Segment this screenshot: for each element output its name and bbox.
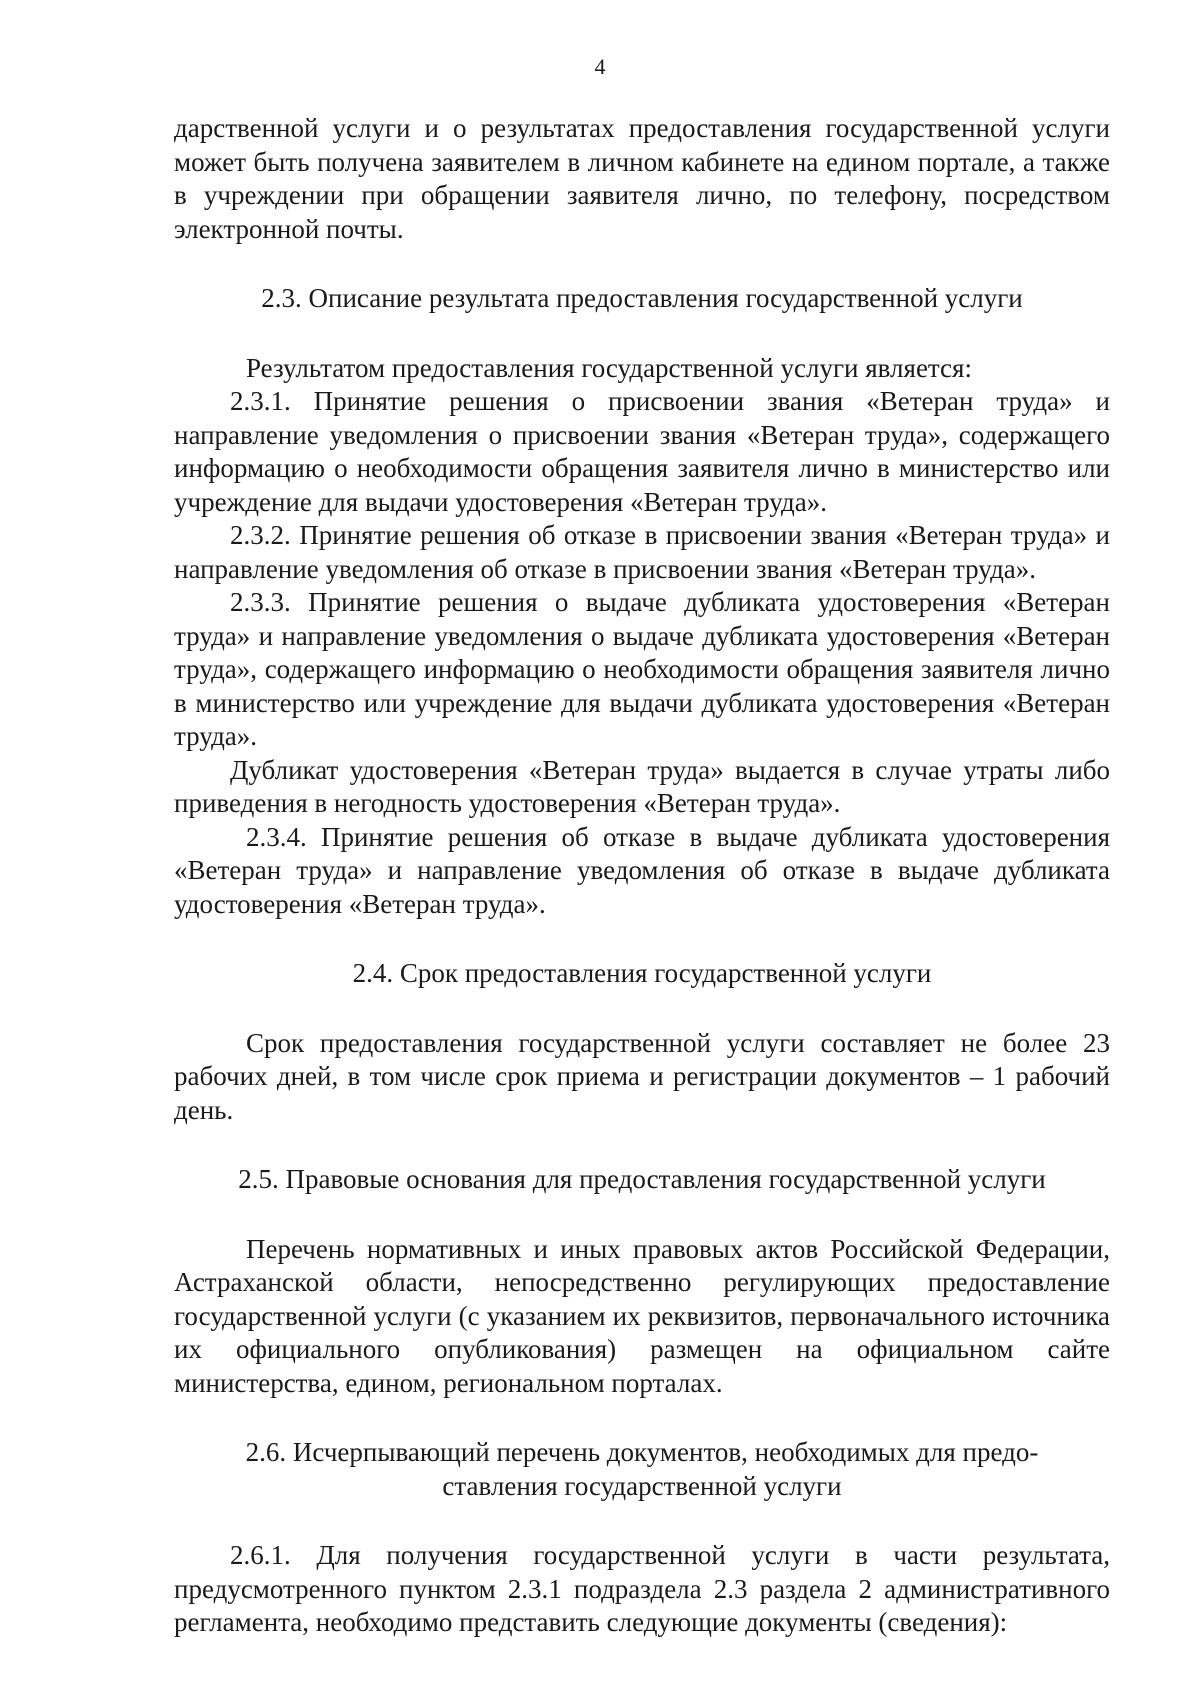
paragraph-2-3-1: 2.3.1. Принятие решения о присвоении звания «Ветеран труда» и направление уведомления о присвоении звания «Ветеран труда», содержащего информацию о необходимости обращения заявителя лично в министерство или учреждение для выдачи удостоверения «Ветеран труда». [174,386,1110,517]
heading-2-6 [174,1436,1110,1503]
page-number: 4 [594,54,606,79]
paragraph-duplicate: Дубликат удостоверения «Ветеран труда» выдается в случае утраты либо приведения в негодность удостоверения «Ветеран труда». [174,754,1110,818]
document-body [174,112,1110,1640]
heading-2-3: 2.3. Описание результата предоставления государственной услуги [261,283,1023,313]
paragraph-2-6-1: 2.6.1. Для получения государственной услуги в части результата, предусмотренного пунктом 2.3.1 подраздела 2.3 раздела 2 административного регламента, необходимо представить следующие документы (сведения): [174,1540,1110,1637]
heading-2-6-line-1: 2.6. Исчерпывающий перечень документов, необходимых для предо- [245,1437,1039,1467]
paragraph-2-3-2: 2.3.2. Принятие решения об отказе в присвоении звания «Ветеран труда» и направление уведомления об отказе в присвоении звания «Ветеран труда». [174,520,1110,584]
paragraph-2-5: Перечень нормативных и иных правовых актов Российской Федерации, Астраханской области, непосредственно регулирующих предоставление государственной услуги (с указанием их реквизитов, первоначального источника их официального опубликования) размещен на официальном сайте министерства, едином, региональном порталах. [174,1233,1110,1398]
heading-2-5: 2.5. Правовые основания для предоставления государственной услуги [238,1164,1046,1194]
paragraph-2-3-4: 2.3.4. Принятие решения об отказе в выдаче дубликата удостоверения «Ветеран труда» и направление уведомления об отказе в выдаче дубликата удостоверения «Ветеран труда». [174,821,1110,919]
paragraph-2-4: Срок предоставления государственной услуги составляет не более 23 рабочих дней, в том числе срок приема и регистрации документов – 1 рабочий день. [174,1027,1110,1125]
paragraph-2-3-lead: Результатом предоставления государственной услуги является: [246,352,972,383]
paragraph-intro: дарственной услуги и о результатах предоставления государственной услуги может быть получена заявителем в личном кабинете на едином портале, а также в учреждении при обращении заявителя лично, по телефону, посредством электронной почты. [174,113,1110,244]
heading-2-6-line-2: ставления государственной услуги [442,1470,842,1501]
paragraph-2-3-3: 2.3.3. Принятие решения о выдаче дубликата удостоверения «Ветеран труда» и направление уведомления о выдаче дубликата удостоверения «Ветеран труда», содержащего информацию о необходимости обращения заявителя лично в министерство или учреждение для выдачи дубликата удостоверения «Ветеран труда». [174,587,1110,751]
heading-2-4: 2.4. Срок предоставления государственной услуги [352,958,932,988]
